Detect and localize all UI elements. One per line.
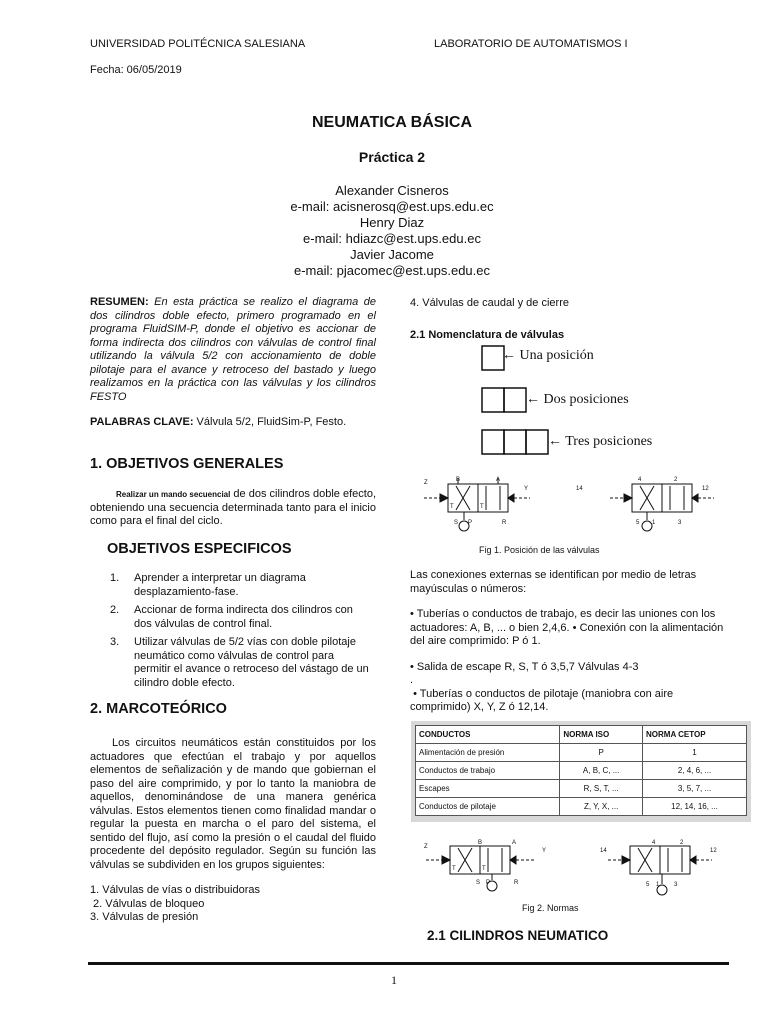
port-label: T <box>450 504 454 510</box>
port-label: Z <box>424 480 428 486</box>
port-label: P <box>468 520 473 526</box>
section-1-body: de dos cilindros doble efecto, obteniendo una secuencia determinada tanto para el inicio como para el final del ciclo. <box>90 488 376 527</box>
paragraph: • Tuberías o conductos de trabajo, es decir las uniones con los actuadores: A, B, ... o bien 2,4,6. • Conexión con la alimentación del aire comprimido: P ó 1. <box>410 608 724 647</box>
table-row: Escapes R, S, T, ... 3, 5, 7, ... <box>416 780 747 798</box>
valve-norms-symbols <box>418 836 730 904</box>
table-row: Alimentación de presión P 1 <box>416 744 747 762</box>
port-label: 5 <box>636 520 640 526</box>
port-label: P <box>486 880 491 886</box>
figure-2-valves <box>418 836 730 904</box>
normas-table-wrapper <box>411 721 751 822</box>
list-item: 2. Válvulas de bloqueo <box>90 897 205 910</box>
author-email: e-mail: acisnerosq@est.ups.edu.ec <box>290 199 494 214</box>
list-item: 1. Válvulas de vías o distribuidoras <box>90 884 260 896</box>
paragraph: . <box>410 674 414 686</box>
author-name: Alexander Cisneros <box>335 183 449 198</box>
port-label: 14 <box>576 486 583 492</box>
port-label: 4 <box>652 840 656 846</box>
two-positions-label: ← Dos posiciones <box>526 392 629 407</box>
abstract-text: En esta práctica se realizo el diagrama de dos cilindros doble efecto, primero programado en el programa FluidSIM-P, donde el objetivo es accionar de forma indirecta dos cilindros con válvulas de control final utilizando la válvula 5/2 con accionamiento de doble pilotaje para el avance y retroceso del bastado y luego realizamos en la práctica con las válvulas y los cilindros FESTO <box>90 296 376 403</box>
table-header: NORMA ISO <box>560 726 643 744</box>
port-label: B <box>456 477 461 483</box>
header-date: Fecha: 06/05/2019 <box>90 64 182 76</box>
paragraph: • Tuberías o conductos de pilotaje (maniobra con aire comprimido) X, Y, Z ó 12,14. <box>410 687 677 713</box>
page-number: 1 <box>391 973 397 987</box>
figure-2-caption: Fig 2. Normas <box>522 903 579 913</box>
port-label: T <box>480 504 484 510</box>
port-label: 2 <box>674 477 678 483</box>
port-label: 12 <box>702 486 709 492</box>
header-lab: LABORATORIO DE AUTOMATISMOS I <box>434 38 628 50</box>
port-label: 14 <box>600 848 607 854</box>
port-label: 2 <box>680 840 684 846</box>
list-item: 1. Aprender a interpretar un diagrama desplazamiento-fase. <box>110 572 306 598</box>
port-label: B <box>478 840 483 846</box>
port-label: 1 <box>656 882 660 888</box>
header-university: UNIVERSIDAD POLITÉCNICA SALESIANA <box>90 38 306 50</box>
port-label: A <box>512 840 517 846</box>
figure-1-valves <box>418 474 730 542</box>
valve-group-4: 4. Válvulas de caudal y de cierre <box>410 297 569 309</box>
port-label: 12 <box>710 848 717 854</box>
port-label: Z <box>424 844 428 850</box>
objetivos-list <box>110 572 372 690</box>
nomenclatura-heading: 2.1 Nomenclatura de válvulas <box>410 329 565 341</box>
section-1-heading: 1. OBJETIVOS GENERALES <box>90 456 284 472</box>
port-label: A <box>496 477 501 483</box>
port-label: 5 <box>646 882 650 888</box>
page-title: NEUMATICA BÁSICA <box>312 114 472 131</box>
port-label: R <box>514 880 519 886</box>
footer-divider <box>88 962 729 965</box>
abstract <box>90 296 376 404</box>
author-name: Henry Diaz <box>359 215 425 230</box>
author-name: Javier Jacome <box>350 247 434 262</box>
author-email: e-mail: pjacomec@est.ups.edu.ec <box>293 263 490 278</box>
objetivos-especificos-heading: OBJETIVOS ESPECIFICOS <box>107 541 292 557</box>
normas-table <box>415 725 747 816</box>
authors-block <box>0 183 768 279</box>
keywords-text: Válvula 5/2, FluidSim-P, Festo. <box>196 416 347 428</box>
list-item: 2. Accionar de forma indirecta dos cilindros con dos válvulas de control final. <box>110 604 353 630</box>
abstract-label: RESUMEN: <box>90 296 149 308</box>
port-label: 1 <box>652 520 656 526</box>
valve-5-2-symbols <box>418 474 730 542</box>
paragraph: Las conexiones externas se identifican por medio de letras mayúsculas o números: <box>410 569 697 595</box>
connections-text <box>410 569 728 715</box>
table-header-row <box>416 726 747 744</box>
valve-groups-list <box>90 884 376 925</box>
one-position-label: ← Una posición <box>502 348 594 363</box>
table-row: Conductos de trabajo A, B, C, ... 2, 4, 6, ... <box>416 762 747 780</box>
port-label: S <box>454 520 459 526</box>
section-1-lead: Realizar un mando secuencial <box>116 490 231 499</box>
keywords <box>90 416 376 430</box>
section-1-text <box>90 488 376 529</box>
paragraph: • Salida de escape R, S, T ó 3,5,7 Válvulas 4-3 <box>410 660 639 673</box>
port-label: Y <box>524 486 529 492</box>
port-label: 4 <box>638 477 642 483</box>
section-2-paragraph: Los circuitos neumáticos están constituidos por los actuadores que efectúan el trabajo y por aquellos elementos de señalización y de mando que gobiernan el paso del aire comprimido, y por lo tanto la maniobra de aquellos, denominándose de una manera genérica válvulas. Estos elementos tienen como finalidad mandar o regular la puesta en marcha o el paro del sistema, el sentido del flujo, así como la presión o el caudal del fluido procedente del depósito regulador. Según su función las válvulas se subdividen en los grupos siguientes: <box>90 737 376 871</box>
three-positions-label: ← Tres posiciones <box>548 434 653 449</box>
author-email: e-mail: hdiazc@est.ups.edu.ec <box>303 231 481 246</box>
port-label: T <box>452 866 456 872</box>
table-header: NORMA CETOP <box>643 726 747 744</box>
section-2-heading: 2. MARCOTEÓRICO <box>90 701 227 717</box>
table-row: Conductos de pilotaje Z, Y, X, ... 12, 14, 16, ... <box>416 798 747 816</box>
page-subtitle: Práctica 2 <box>358 149 426 165</box>
list-item: 3. Utilizar válvulas de 5/2 vías con doble pilotaje neumático como válvulas de control para permitir el avance o retroceso del vástago de un cilindro doble efecto. <box>110 636 369 689</box>
port-label: 3 <box>674 882 678 888</box>
table-header: CONDUCTOS <box>416 726 560 744</box>
list-item: 3. Válvulas de presión <box>90 911 199 923</box>
port-label: S <box>476 880 481 886</box>
port-label: 3 <box>678 520 682 526</box>
valve-positions-figure <box>468 342 728 466</box>
port-label: Y <box>542 848 547 854</box>
cilindros-heading: 2.1 CILINDROS NEUMATICO <box>427 928 609 943</box>
port-label: R <box>502 520 507 526</box>
keywords-label: PALABRAS CLAVE: <box>90 416 194 428</box>
figure-1-caption: Fig 1. Posición de las válvulas <box>479 545 600 555</box>
port-label: T <box>482 866 486 872</box>
